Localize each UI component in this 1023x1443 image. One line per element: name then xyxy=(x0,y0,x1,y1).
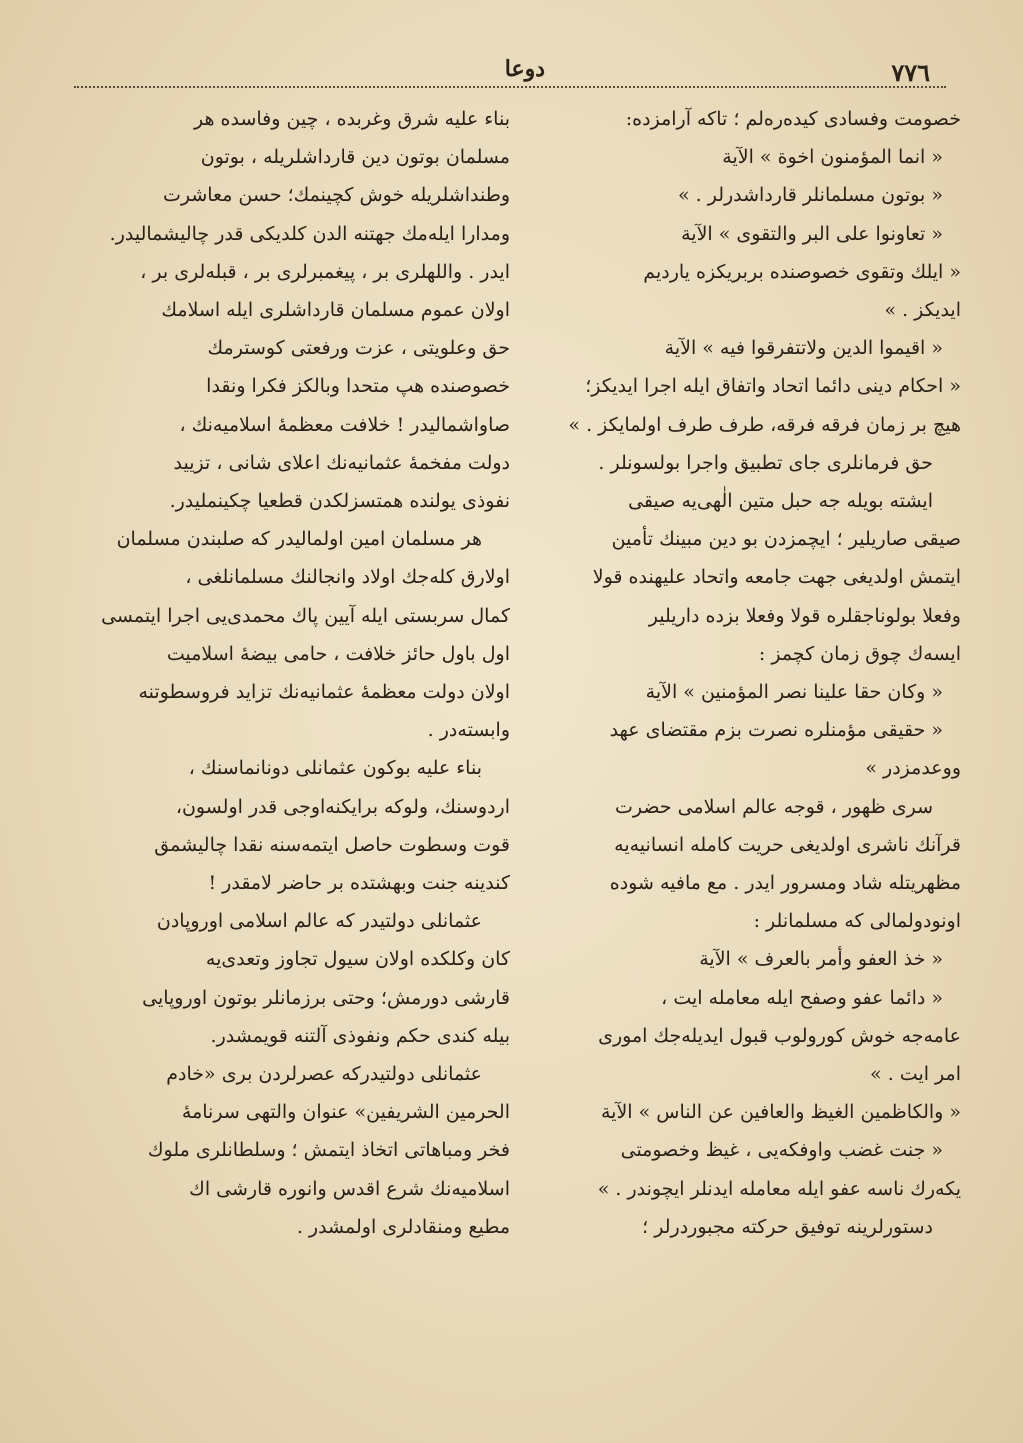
header-divider xyxy=(74,86,946,90)
text-line: فخر ومباهاتی اتخاذ ایتمش ؛ وسلطانلری ملوك xyxy=(147,1139,510,1162)
text-line: ایدر . واللهلری بر ، پیغمبرلری بر ، قبله‌لری بر ، xyxy=(140,260,510,283)
text-line: « حقیقی مؤمنلره نصرت بزم مقتضای عهد xyxy=(609,719,943,742)
text-line: « ایلك وتقوی خصوصنده بربریکزه یاردیم xyxy=(643,260,961,283)
text-line: « والکاظمین الغیظ والعافین عن الناس » الآية xyxy=(600,1101,961,1124)
text-line: ایدیکز . » xyxy=(884,299,961,322)
text-line: وفعلا بولوناجقلره قولا وفعلا بزده داریلیر xyxy=(648,604,961,627)
text-line: کمال سربستی ایله آیین پاك محمدی‌یی اجرا ایتمسی xyxy=(101,604,510,627)
text-line: ومدارا ایله‌مك جهتنه الدن کلدیکی قدر چالیشمالیدر. xyxy=(109,222,510,245)
text-line: اولان دولت معظمهٔ عثمانیه‌نك تزاید فروسطوتنه xyxy=(138,681,510,704)
text-line: سری ظهور ، قوجه عالم اسلامی حضرت xyxy=(614,795,933,818)
text-line: ایتمش اولدیغی جهت جامعه واتحاد علیهنده قولا xyxy=(592,566,961,589)
text-line: ایسه‌ك چوق زمان کچمز : xyxy=(758,642,961,665)
text-line: اسلامیه‌نك شرع اقدس وانوره قارشی اك xyxy=(189,1177,510,1200)
text-line: بناء علیه شرق وغربده ، چین وفاسده هر xyxy=(194,108,510,130)
text-line: ووعدمزدر » xyxy=(865,757,961,780)
text-line: امر ایت . » xyxy=(870,1063,961,1086)
text-line: عثمانلی دولتیدرکه عصرلردن بری «خادم xyxy=(166,1063,482,1086)
text-line: خصومت وفسادی کیده‌ره‌لم ؛ تاکه آرامزده: xyxy=(625,108,961,130)
text-line: اردوسنك، ولوکه برایکنه‌اوجی قدر اولسون، xyxy=(175,795,510,818)
right-text-column xyxy=(531,100,961,1246)
text-line: مظهریتله شاد ومسرور ایدر . مع مافیه شوده xyxy=(609,872,961,895)
text-line: هر مسلمان امین اولمالیدر که صلبندن مسلمان xyxy=(116,528,482,551)
text-line: قارشی دورمش؛ وحتی برزمانلر بوتون اوروپایی xyxy=(142,986,510,1009)
text-line: حق فرمانلری جای تطبیق واجرا بولسونلر . xyxy=(598,451,933,474)
page-header xyxy=(70,52,950,88)
text-line: دستورلرینه توفیق حرکته مجبوردرلر ؛ xyxy=(642,1215,933,1238)
text-line: « تعاونوا علی البر والتقوی » الآية xyxy=(681,222,943,245)
text-line: کندینه جنت وبهشتده بر حاضر لامقدر ! xyxy=(208,872,510,895)
text-line: ایشته بویله جه حبل متین الٰهی‌یه صیقی xyxy=(628,490,933,513)
text-line: « جنت غضب واوفکه‌یی ، غیظ وخصومتی xyxy=(620,1139,943,1162)
text-line: اول باول حائز خلافت ، حامی بیضهٔ اسلامیت xyxy=(166,642,510,665)
text-line: « بوتون مسلمانلر قارداشدرلر . » xyxy=(677,184,943,207)
text-line: حق وعلویتی ، عزت ورفعتی کوسترمك xyxy=(207,337,510,360)
text-line: نفوذی یولنده همتسزلکدن قطعیا چکینملیدر. xyxy=(169,490,510,513)
text-line: قوت وسطوت حاصل ایتمه‌سنه نقدا چالیشمق xyxy=(154,833,510,856)
text-line: مطیع ومنقادلری اولمشدر . xyxy=(296,1215,510,1238)
text-line: « خذ العفو وأمر بالعرف » الآية xyxy=(699,948,943,971)
text-line: « وکان حقا علینا نصر المؤمنین » الآية xyxy=(645,681,943,704)
text-line: کان وکلکده اولان سیول تجاوز وتعدی‌یه xyxy=(205,948,510,971)
text-line: خصوصنده هپ متحدا وبالکز فکرا ونقدا xyxy=(206,375,510,398)
text-line: بیله کندی حکم ونفوذی آلتنه قویمشدر. xyxy=(210,1024,510,1047)
text-line: هیچ بر زمان فرقه فرقه، طرف طرف اولمایکز . » xyxy=(568,413,961,436)
text-line: وابسته‌در . xyxy=(427,719,510,742)
running-title: دوعا xyxy=(504,56,545,82)
text-line: اونودولمالی که مسلمانلر : xyxy=(753,910,961,933)
text-line: دولت مفخمهٔ عثمانیه‌نك اعلای شانی ، تزیید xyxy=(173,451,510,474)
text-line: عثمانلی دولتیدر که عالم اسلامی اوروپادن xyxy=(156,910,482,933)
text-line: صیقی صاریلیر ؛ ایچمزدن بو دین مبینك تأمین xyxy=(611,528,961,551)
text-line: صاواشمالیدر ! خلافت معظمهٔ اسلامیه‌نك ، xyxy=(179,413,510,436)
text-line: مسلمان بوتون دین قارداشلریله ، بوتون xyxy=(200,146,510,169)
text-line: بناء علیه بوکون عثمانلی دونانماسنك ، xyxy=(188,757,482,780)
page-number: ٧٧٦ xyxy=(891,58,930,87)
text-line: یکه‌رك ناسه عفو ایله معامله ایدنلر ایچوندر . » xyxy=(597,1177,961,1200)
text-line: قرآنك ناشری اولدیغی حریت کامله انسانیه‌یه xyxy=(614,833,961,856)
text-line: « اقیموا الدین ولاتتفرقوا فیه » الآية xyxy=(664,337,943,360)
text-line: اولارق کله‌جك اولاد وانجالنك مسلمانلغی ، xyxy=(185,566,510,589)
text-line: عامه‌جه خوش کورولوب قبول ایدیله‌جك اموری xyxy=(598,1024,961,1047)
text-line: « احکام دینی دائما اتحاد واتفاق ایله اجرا ایدیکز؛ xyxy=(585,375,961,398)
text-line: وطنداشلریله خوش کچینمك؛ حسن معاشرت xyxy=(162,184,510,207)
left-text-column xyxy=(80,100,510,1246)
text-line: الحرمین الشریفین» عنوان والتهی سرنامهٔ xyxy=(181,1101,510,1124)
text-line: « انما المؤمنون اخوة » الآية xyxy=(722,146,943,169)
text-line: اولان عموم مسلمان قارداشلری ایله اسلامك xyxy=(161,299,510,322)
text-line: « دائما عفو وصفح ایله معامله ایت ، xyxy=(661,986,943,1009)
